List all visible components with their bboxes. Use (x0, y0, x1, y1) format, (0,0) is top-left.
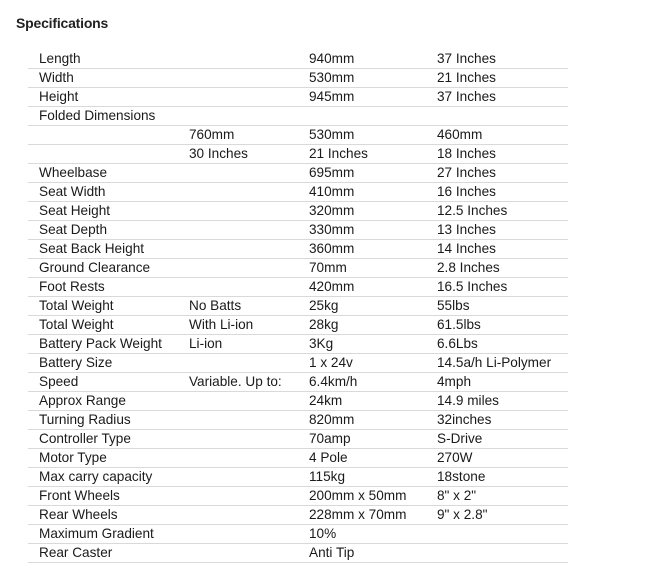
table-row (28, 487, 568, 506)
table-row (28, 221, 568, 240)
spec-metric-value: 320mm (298, 202, 426, 221)
spec-metric-value: 200mm x 50mm (298, 487, 426, 506)
spec-label: Seat Height (28, 202, 178, 221)
spec-imperial-value: 4mph (426, 373, 568, 392)
spec-imperial-value (426, 525, 568, 544)
spec-label: Motor Type (28, 449, 178, 468)
spec-imperial-value: 14.5a/h Li-Polymer (426, 354, 568, 373)
spec-metric-value: 70amp (298, 430, 426, 449)
spec-imperial-value: 18stone (426, 468, 568, 487)
spec-qualifier (178, 430, 298, 449)
table-row (28, 316, 568, 335)
spec-imperial-value: 55lbs (426, 297, 568, 316)
spec-metric-value: 28kg (298, 316, 426, 335)
spec-label: Controller Type (28, 430, 178, 449)
spec-imperial-value: 2.8 Inches (426, 259, 568, 278)
spec-imperial-value: 6.6Lbs (426, 335, 568, 354)
specifications-table (28, 50, 568, 563)
spec-imperial-value (426, 544, 568, 563)
spec-qualifier (178, 392, 298, 411)
spec-imperial-value: 460mm (426, 126, 568, 145)
spec-qualifier (178, 202, 298, 221)
spec-metric-value: 3Kg (298, 335, 426, 354)
spec-label: Width (28, 69, 178, 88)
table-row (28, 525, 568, 544)
table-row (28, 392, 568, 411)
table-row (28, 69, 568, 88)
spec-qualifier (178, 259, 298, 278)
spec-label: Rear Wheels (28, 506, 178, 525)
spec-imperial-value: 32inches (426, 411, 568, 430)
spec-metric-value (298, 107, 426, 126)
spec-imperial-value: 61.5lbs (426, 316, 568, 335)
spec-metric-value: 24km (298, 392, 426, 411)
spec-imperial-value: 13 Inches (426, 221, 568, 240)
table-row (28, 278, 568, 297)
spec-imperial-value: 16.5 Inches (426, 278, 568, 297)
spec-qualifier (178, 487, 298, 506)
spec-qualifier (178, 107, 298, 126)
spec-metric-value: 115kg (298, 468, 426, 487)
spec-qualifier (178, 449, 298, 468)
table-row (28, 202, 568, 221)
table-row (28, 335, 568, 354)
spec-metric-value: 945mm (298, 88, 426, 107)
spec-qualifier (178, 240, 298, 259)
spec-qualifier (178, 278, 298, 297)
spec-imperial-value: 270W (426, 449, 568, 468)
spec-qualifier (178, 50, 298, 69)
table-row (28, 373, 568, 392)
spec-metric-value: 21 Inches (298, 145, 426, 164)
spec-imperial-value: 27 Inches (426, 164, 568, 183)
spec-qualifier: 760mm (178, 126, 298, 145)
spec-label: Seat Depth (28, 221, 178, 240)
spec-metric-value: 10% (298, 525, 426, 544)
spec-label: Total Weight (28, 316, 178, 335)
spec-qualifier (178, 411, 298, 430)
spec-qualifier: With Li-ion (178, 316, 298, 335)
spec-label: Speed (28, 373, 178, 392)
spec-imperial-value: 9" x 2.8" (426, 506, 568, 525)
spec-imperial-value: 16 Inches (426, 183, 568, 202)
table-row (28, 354, 568, 373)
spec-metric-value: 6.4km/h (298, 373, 426, 392)
spec-label: Seat Width (28, 183, 178, 202)
table-row (28, 544, 568, 563)
table-row (28, 88, 568, 107)
spec-imperial-value: S-Drive (426, 430, 568, 449)
spec-imperial-value: 12.5 Inches (426, 202, 568, 221)
spec-label: Total Weight (28, 297, 178, 316)
spec-metric-value: 4 Pole (298, 449, 426, 468)
spec-metric-value: 420mm (298, 278, 426, 297)
spec-imperial-value: 14 Inches (426, 240, 568, 259)
spec-label: Rear Caster (28, 544, 178, 563)
table-row (28, 183, 568, 202)
table-row (28, 50, 568, 69)
spec-qualifier (178, 88, 298, 107)
table-row (28, 411, 568, 430)
table-row (28, 297, 568, 316)
spec-label: Height (28, 88, 178, 107)
spec-label (28, 126, 178, 145)
spec-qualifier: 30 Inches (178, 145, 298, 164)
spec-qualifier (178, 221, 298, 240)
spec-metric-value: 330mm (298, 221, 426, 240)
spec-metric-value: 228mm x 70mm (298, 506, 426, 525)
spec-qualifier: No Batts (178, 297, 298, 316)
table-row (28, 506, 568, 525)
spec-qualifier (178, 354, 298, 373)
table-row (28, 259, 568, 278)
spec-label: Folded Dimensions (28, 107, 178, 126)
spec-label: Max carry capacity (28, 468, 178, 487)
spec-qualifier (178, 69, 298, 88)
table-row (28, 164, 568, 183)
table-row (28, 430, 568, 449)
table-row (28, 126, 568, 145)
spec-label: Foot Rests (28, 278, 178, 297)
spec-metric-value: 360mm (298, 240, 426, 259)
spec-qualifier: Variable. Up to: (178, 373, 298, 392)
spec-qualifier (178, 164, 298, 183)
spec-imperial-value: 8" x 2" (426, 487, 568, 506)
spec-qualifier (178, 183, 298, 202)
spec-imperial-value: 14.9 miles (426, 392, 568, 411)
spec-metric-value: 1 x 24v (298, 354, 426, 373)
spec-metric-value: 695mm (298, 164, 426, 183)
spec-label: Battery Size (28, 354, 178, 373)
spec-metric-value: Anti Tip (298, 544, 426, 563)
spec-label: Turning Radius (28, 411, 178, 430)
spec-label: Wheelbase (28, 164, 178, 183)
spec-qualifier (178, 544, 298, 563)
spec-label: Approx Range (28, 392, 178, 411)
spec-qualifier (178, 468, 298, 487)
spec-label: Ground Clearance (28, 259, 178, 278)
spec-qualifier (178, 506, 298, 525)
table-row (28, 449, 568, 468)
spec-metric-value: 25kg (298, 297, 426, 316)
page-title: Specifications (16, 15, 109, 31)
table-row (28, 468, 568, 487)
spec-metric-value: 70mm (298, 259, 426, 278)
spec-imperial-value: 21 Inches (426, 69, 568, 88)
spec-label: Maximum Gradient (28, 525, 178, 544)
spec-label: Seat Back Height (28, 240, 178, 259)
table-row (28, 240, 568, 259)
spec-imperial-value: 18 Inches (426, 145, 568, 164)
spec-metric-value: 530mm (298, 126, 426, 145)
spec-metric-value: 410mm (298, 183, 426, 202)
spec-imperial-value (426, 107, 568, 126)
spec-label: Battery Pack Weight (28, 335, 178, 354)
spec-metric-value: 530mm (298, 69, 426, 88)
spec-label (28, 145, 178, 164)
spec-metric-value: 820mm (298, 411, 426, 430)
spec-qualifier (178, 525, 298, 544)
spec-imperial-value: 37 Inches (426, 50, 568, 69)
spec-imperial-value: 37 Inches (426, 88, 568, 107)
table-row (28, 107, 568, 126)
spec-label: Length (28, 50, 178, 69)
table-row (28, 145, 568, 164)
spec-metric-value: 940mm (298, 50, 426, 69)
spec-label: Front Wheels (28, 487, 178, 506)
spec-qualifier: Li-ion (178, 335, 298, 354)
